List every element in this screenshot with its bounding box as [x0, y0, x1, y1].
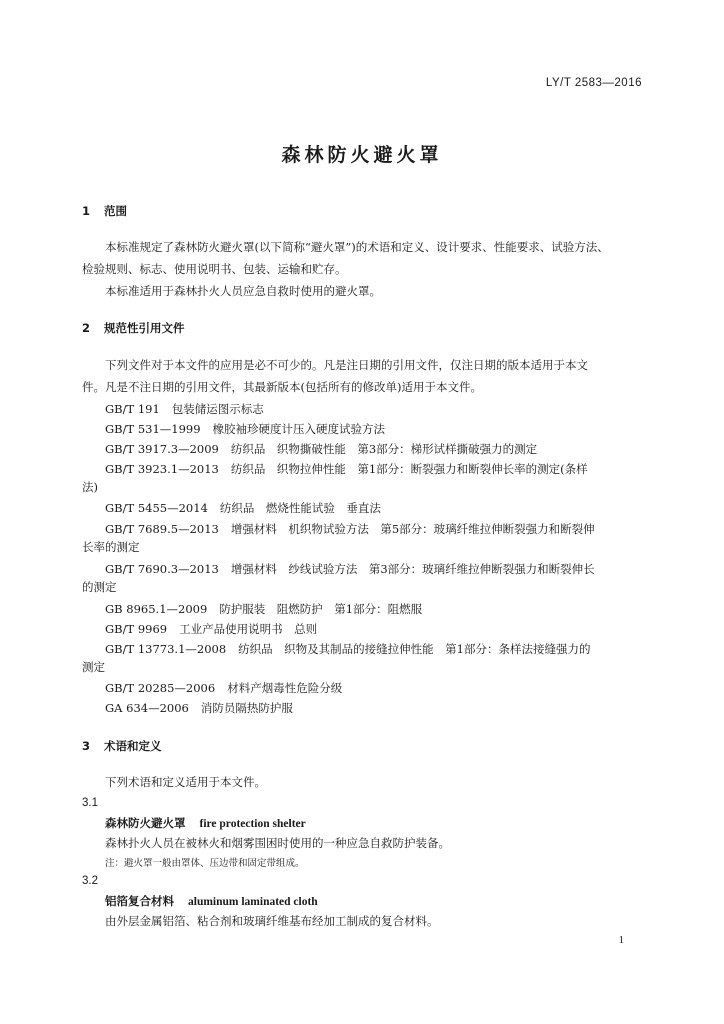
- document-title: 森林防火避火罩: [281, 144, 443, 166]
- reference-code: GB 8965.1—2009: [105, 602, 208, 616]
- section-3-intro: 下列术语和定义适用于本文件。: [105, 775, 266, 789]
- reference-code: GB/T 3923.1—2013: [105, 462, 219, 476]
- reference-title: 材料产烟毒性危险分级: [227, 681, 343, 695]
- section-1-heading: [82, 203, 127, 219]
- reference-item: [105, 560, 595, 578]
- section-1-para-1-line-1: 本标准规定了森林防火避火罩(以下简称“避火罩”)的术语和定义、设计要求、性能要求、试验方法、: [105, 240, 609, 254]
- reference-item: [105, 520, 595, 538]
- reference-code: GB/T 7690.3—2013: [105, 562, 219, 576]
- reference-item: [105, 420, 385, 438]
- reference-item: [105, 679, 342, 697]
- reference-item: [105, 400, 264, 418]
- reference-code: GB/T 5455—2014: [105, 501, 208, 515]
- term-name-en: fire protection shelter: [199, 818, 306, 830]
- term-name-en: aluminum laminated cloth: [188, 896, 318, 908]
- section-3-heading: [82, 738, 162, 754]
- section-2-intro-line-2: 件。凡是不注日期的引用文件，其最新版本(包括所有的修改单)适用于本文件。: [82, 380, 482, 394]
- reference-title: 包装储运图示标志: [171, 402, 264, 416]
- reference-title: 消防员隔热防护服: [200, 701, 293, 715]
- reference-continuation: 长率的测定: [82, 540, 140, 554]
- term-number: 3.1: [82, 797, 98, 809]
- term-name: [105, 893, 318, 909]
- reference-code: GB/T 20285—2006: [105, 681, 216, 695]
- reference-code: GB/T 9969: [105, 622, 168, 636]
- reference-item: [105, 440, 537, 458]
- reference-item: [105, 640, 591, 658]
- section-number: 2: [82, 321, 91, 335]
- reference-code: GB/T 7689.5—2013: [105, 522, 219, 536]
- term-name-zh: 铝箔复合材料: [105, 894, 174, 908]
- section-1-para-1-line-2: 检验规则、标志、使用说明书、包装、运输和贮存。: [82, 262, 347, 276]
- reference-item: [105, 499, 381, 517]
- term-name: [105, 815, 306, 831]
- reference-title: 纺织品 织物拉伸性能 第1部分：断裂强力和断裂伸长率的测定(条样: [230, 462, 588, 476]
- section-number: 1: [82, 204, 91, 218]
- term-definition: 由外层金属铝箔、粘合剂和玻璃纤维基布经加工制成的复合材料。: [105, 914, 439, 928]
- section-1-para-2: 本标准适用于森林扑火人员应急自救时使用的避火罩。: [105, 284, 381, 298]
- reference-item: [105, 620, 317, 638]
- reference-continuation: 法): [82, 480, 98, 494]
- reference-continuation: 测定: [82, 660, 105, 674]
- reference-title: 橡胶袖珍硬度计压入硬度试验方法: [212, 422, 386, 436]
- page-number: 1: [618, 934, 624, 946]
- section-title: 术语和定义: [104, 739, 162, 753]
- term-name-zh: 森林防火避火罩: [105, 816, 186, 830]
- term-definition: 森林扑火人员在被林火和烟雾围困时使用的一种应急自救防护装备。: [105, 836, 450, 850]
- section-number: 3: [82, 739, 91, 753]
- reference-continuation: 的测定: [82, 580, 117, 594]
- section-2-intro-line-1: 下列文件对于本文件的应用是必不可少的。凡是注日期的引用文件，仅注日期的版本适用于本文: [105, 358, 588, 372]
- section-title: 规范性引用文件: [104, 321, 185, 335]
- reference-title: 纺织品 织物及其制品的接缝拉伸性能 第1部分：条样法接缝强力的: [238, 642, 591, 656]
- section-title: 范围: [104, 204, 127, 218]
- reference-title: 防护服装 阻燃防护 第1部分：阻燃服: [219, 602, 423, 616]
- reference-item: [105, 600, 422, 618]
- reference-item: [105, 699, 293, 717]
- section-2-heading: [82, 320, 185, 336]
- term-number: 3.2: [82, 875, 98, 887]
- reference-item: [105, 460, 588, 478]
- reference-code: GB/T 191: [105, 402, 160, 416]
- term-note: 注：避火罩一般由罩体、压边带和固定带组成。: [105, 858, 305, 869]
- standard-code: LY/T 2583—2016: [545, 77, 642, 89]
- reference-code: GB/T 13773.1—2008: [105, 642, 227, 656]
- reference-code: GA 634—2006: [105, 701, 189, 715]
- reference-title: 纺织品 燃烧性能试验 垂直法: [219, 501, 381, 515]
- reference-code: GB/T 531—1999: [105, 422, 201, 436]
- reference-code: GB/T 3917.3—2009: [105, 442, 219, 456]
- reference-title: 增强材料 纱线试验方法 第3部分：玻璃纤维拉伸断裂强力和断裂伸长: [230, 562, 595, 576]
- reference-title: 纺织品 织物撕破性能 第3部分：梯形试样撕破强力的测定: [230, 442, 538, 456]
- reference-title: 增强材料 机织物试验方法 第5部分：玻璃纤维拉伸断裂强力和断裂伸: [230, 522, 595, 536]
- reference-title: 工业产品使用说明书 总则: [179, 622, 318, 636]
